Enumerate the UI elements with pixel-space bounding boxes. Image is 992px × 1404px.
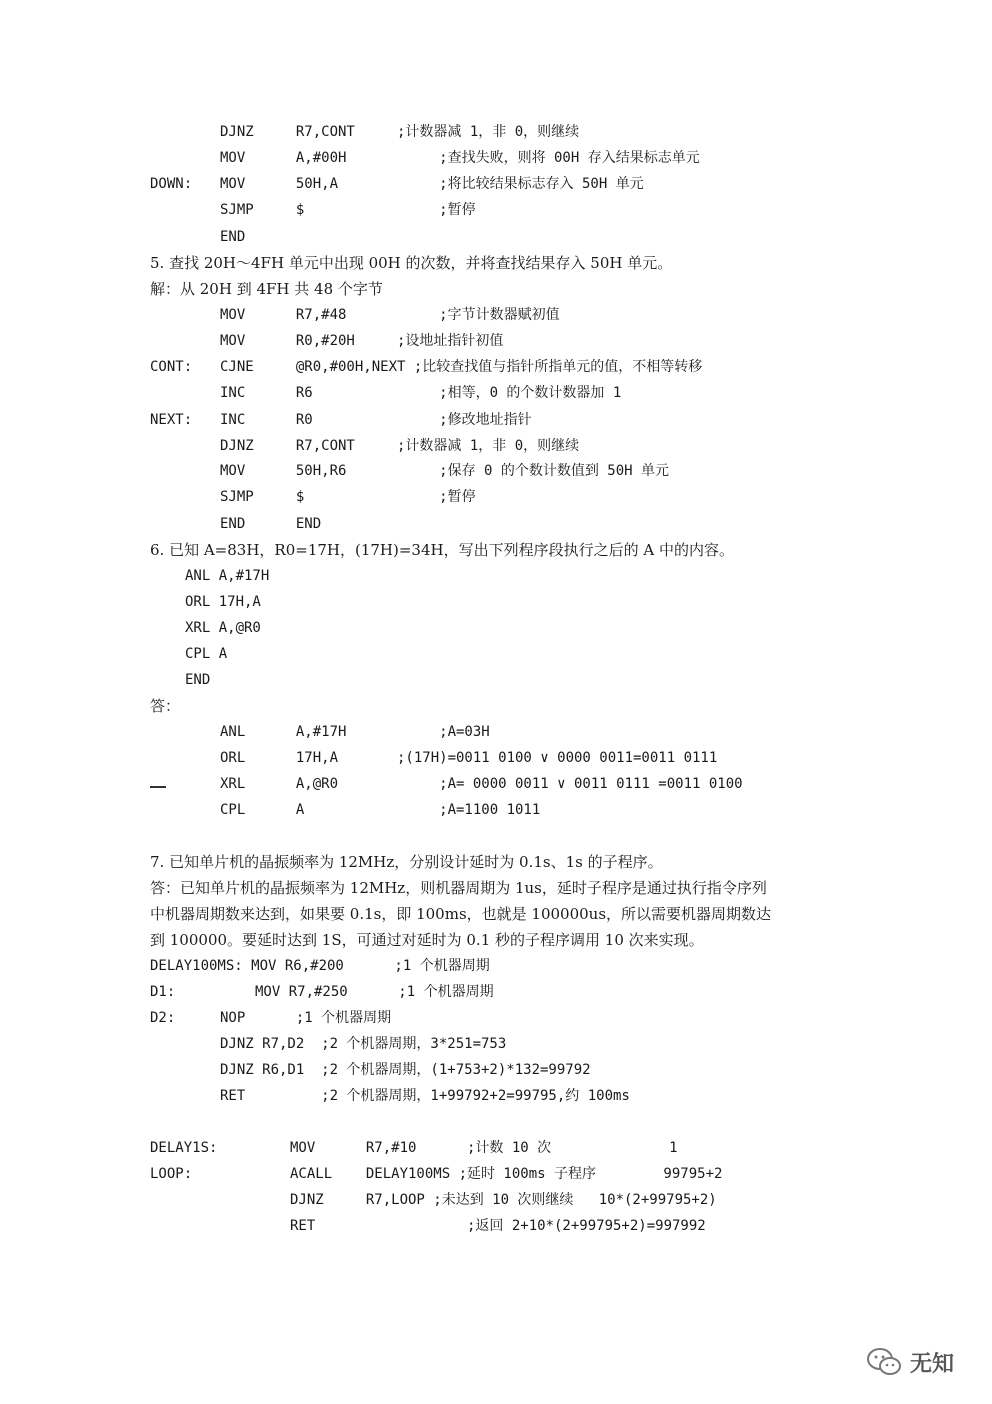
code-line: SJMP $ ;暂停 bbox=[220, 202, 476, 218]
code-line: MOV A,#00H ;查找失败，则将 00H 存入结果标志单元 bbox=[220, 150, 700, 166]
code-line: NOP ;1 个机器周期 bbox=[220, 1010, 392, 1026]
code-line: SJMP $ ;暂停 bbox=[220, 489, 476, 505]
question-title: 7. 已知单片机的晶振频率为 12MHz，分别设计延时为 0.1s、1s 的子程序。 bbox=[150, 853, 663, 871]
wechat-logo-icon bbox=[866, 1347, 902, 1377]
code-line: END END bbox=[220, 516, 322, 532]
answer-label: 答： bbox=[150, 697, 181, 715]
code-line: CJNE @R0,#00H,NEXT ;比较查找值与指针所指单元的值，不相等转移 bbox=[220, 359, 703, 375]
code-line: ANL A,#17H bbox=[185, 568, 270, 584]
answer-text: 到 100000。要延时达到 1S，可通过对延时为 0.1 秒的子程序调用 10 次来实现。 bbox=[150, 931, 704, 949]
watermark bbox=[866, 1344, 954, 1380]
code-line: RET ;返回 2+10*(2+99795+2)=997992 bbox=[290, 1218, 706, 1234]
code-line: RET ;2 个机器周期，1+99792+2=99795,约 100ms bbox=[220, 1088, 630, 1104]
code-line: ORL 17H,A bbox=[185, 594, 261, 610]
code-line: ACALL DELAY100MS ;延时 100ms 子程序 99795+2 bbox=[290, 1166, 723, 1182]
code-line: DJNZ R7,LOOP ;未达到 10 次则继续 10*(2+99795+2) bbox=[290, 1192, 717, 1208]
code-line: MOV 50H,A ;将比较结果标志存入 50H 单元 bbox=[220, 176, 644, 192]
answer-text: 解：从 20H 到 4FH 共 48 个字节 bbox=[150, 280, 383, 298]
answer-text: 中机器周期数来达到，如果要 0.1s，即 100ms，也就是 100000us，所以需要机器周期数达 bbox=[150, 905, 772, 923]
code-line: ANL A,#17H ;A=03H bbox=[220, 724, 490, 740]
code-label: DELAY1S: bbox=[150, 1140, 218, 1156]
watermark-text: 无知 bbox=[910, 1351, 955, 1377]
dash-mark bbox=[150, 786, 166, 788]
code-label: LOOP: bbox=[150, 1166, 193, 1182]
question-title: 6. 已知 A=83H，R0=17H，(17H)=34H，写出下列程序段执行之后的 A 中的内容。 bbox=[150, 541, 734, 559]
code-line: XRL A,@R0 ;A= 0000 0011 ∨ 0011 0111 =0011 0100 bbox=[220, 776, 743, 792]
code-line: XRL A,@R0 bbox=[185, 620, 261, 636]
code-label: NEXT: bbox=[150, 412, 193, 428]
code-line: MOV R0,#20H ;设地址指针初值 bbox=[220, 333, 504, 349]
code-line: DJNZ R7,CONT ;计数器减 1，非 0，则继续 bbox=[220, 124, 580, 140]
code-line: END bbox=[220, 229, 246, 245]
code-line: DJNZ R6,D1 ;2 个机器周期，(1+753+2)*132=99792 bbox=[220, 1062, 591, 1078]
code-line: DJNZ R7,D2 ;2 个机器周期，3*251=753 bbox=[220, 1036, 507, 1052]
code-line: DELAY100MS: MOV R6,#200 ;1 个机器周期 bbox=[150, 958, 490, 974]
answer-text: 答：已知单片机的晶振频率为 12MHz，则机器周期为 1us，延时子程序是通过执行指令序列 bbox=[150, 879, 767, 897]
code-line: MOV R7,#250 ;1 个机器周期 bbox=[255, 984, 494, 1000]
code-label: D2: bbox=[150, 1010, 176, 1026]
code-line: MOV R7,#10 ;计数 10 次 1 bbox=[290, 1140, 678, 1156]
code-label: CONT: bbox=[150, 359, 193, 375]
code-line: INC R0 ;修改地址指针 bbox=[220, 412, 532, 428]
code-line: INC R6 ;相等，0 的个数计数器加 1 bbox=[220, 385, 622, 401]
question-title: 5. 查找 20H～4FH 单元中出现 00H 的次数，并将查找结果存入 50H 单元。 bbox=[150, 254, 673, 272]
code-label: DOWN: bbox=[150, 176, 193, 192]
code-line: CPL A ;A=1100 1011 bbox=[220, 802, 541, 818]
code-line: DJNZ R7,CONT ;计数器减 1，非 0，则继续 bbox=[220, 438, 580, 454]
code-line: MOV 50H,R6 ;保存 0 的个数计数值到 50H 单元 bbox=[220, 463, 670, 479]
code-line: ORL 17H,A ;(17H)=0011 0100 ∨ 0000 0011=0011 0111 bbox=[220, 750, 718, 766]
code-line: END bbox=[185, 672, 211, 688]
code-label: D1: bbox=[150, 984, 176, 1000]
code-line: CPL A bbox=[185, 646, 228, 662]
code-line: MOV R7,#48 ;字节计数器赋初值 bbox=[220, 307, 560, 323]
